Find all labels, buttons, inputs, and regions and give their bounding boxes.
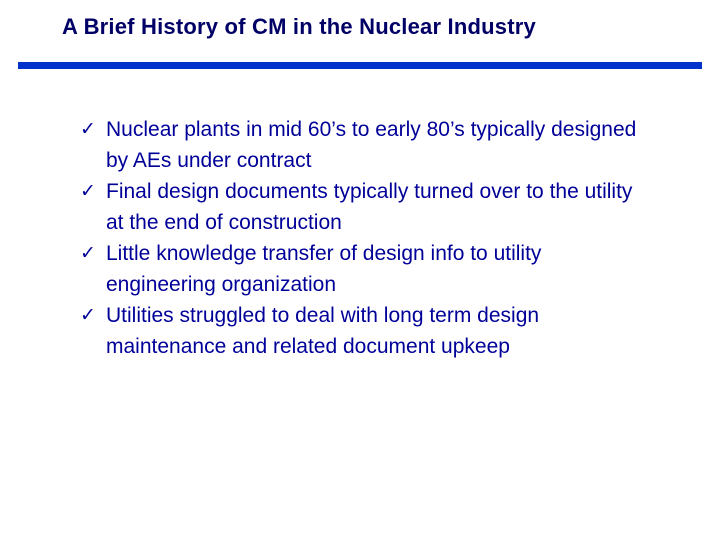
check-mark-icon: ✓ xyxy=(80,304,96,326)
list-item xyxy=(80,238,640,300)
check-mark-icon: ✓ xyxy=(80,118,96,140)
bullet-list xyxy=(80,114,640,362)
check-mark-icon: ✓ xyxy=(80,180,96,202)
list-item xyxy=(80,114,640,176)
check-mark-icon: ✓ xyxy=(80,242,96,264)
list-item xyxy=(80,176,640,238)
slide-title: A Brief History of CM in the Nuclear Industry xyxy=(62,14,536,39)
bullet-text: Nuclear plants in mid 60’s to early 80’s typically designed by AEs under contract xyxy=(106,118,637,172)
list-item xyxy=(80,300,640,362)
bullet-text: Little knowledge transfer of design info to utility engineering organization xyxy=(106,242,542,296)
bullet-text: Final design documents typically turned over to the utility at the end of construction xyxy=(106,180,633,234)
bullet-text: Utilities struggled to deal with long term design maintenance and related document upkeep xyxy=(106,304,540,358)
title-divider xyxy=(18,62,702,69)
